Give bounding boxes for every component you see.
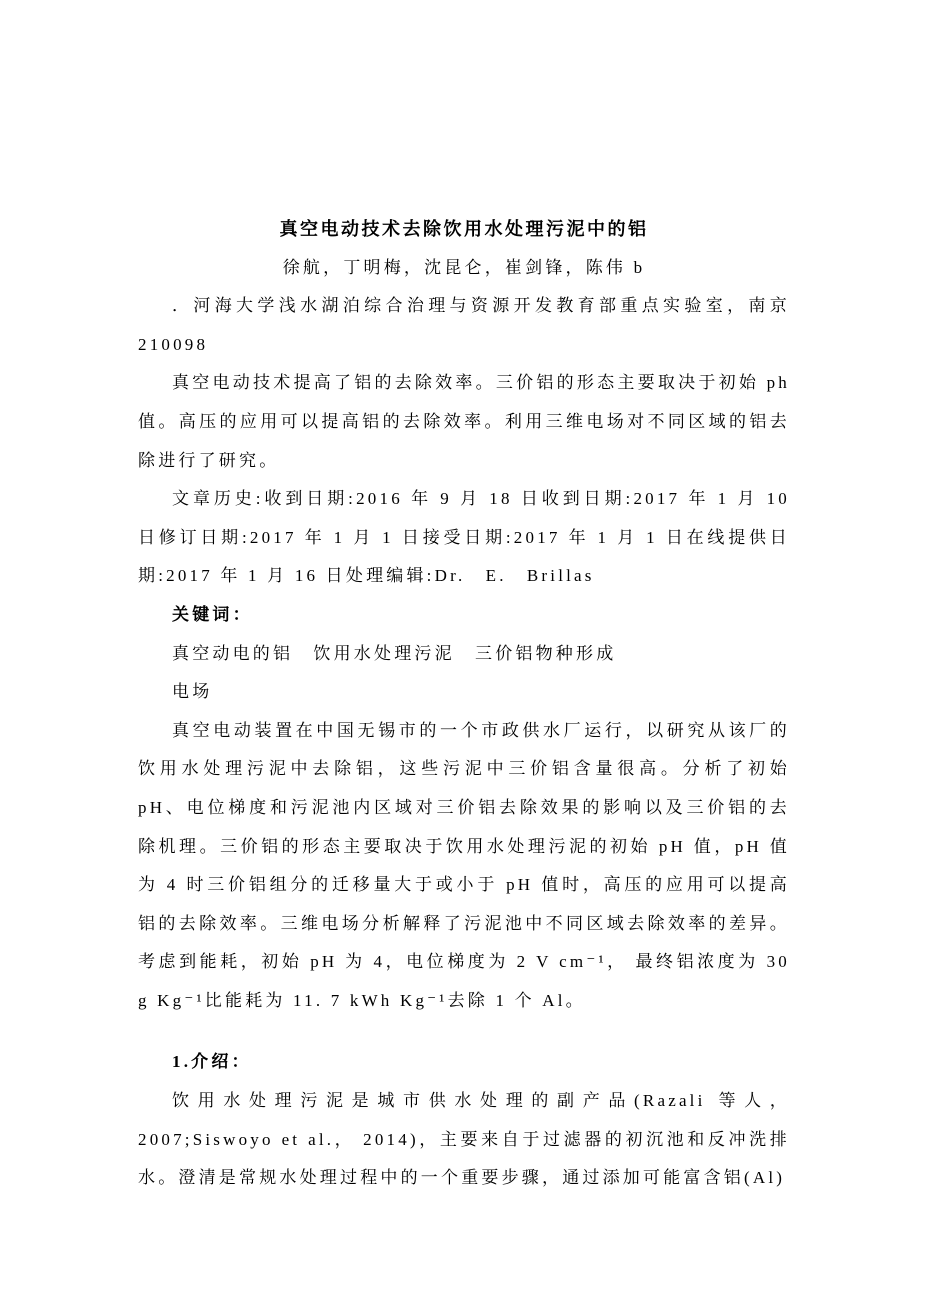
affiliation: ．河海大学浅水湖泊综合治理与资源开发教育部重点实验室，南京 210098 bbox=[138, 296, 790, 354]
introduction-paragraph: 饮用水处理污泥是城市供水处理的副产品(Razali 等人，2007;Siswoyo et al.， 2014)，主要来自于过滤器的初沉池和反冲洗排水。澄清是常规水处理过程中的一个重要步骤，通过添加可能富含铝(Al) bbox=[138, 1091, 790, 1188]
article-history: 文章历史:收到日期:2016 年 9 月 18 日收到日期:2017 年 1 月 10 日修订日期:2017 年 1 月 1 日接受日期:2017 年 1 月 1 日在线提供日期:2017 年 1 月 16 日处理编辑:Dr. E. Brillas bbox=[138, 489, 790, 586]
paper-title: 真空电动技术去除饮用水处理污泥中的铝 bbox=[279, 219, 649, 239]
keywords-line-2: 电场 bbox=[172, 682, 213, 702]
highlights-paragraph: 真空电动技术提高了铝的去除效率。三价铝的形态主要取决于初始 ph 值。高压的应用可以提高铝的去除效率。利用三维电场对不同区域的铝去除进行了研究。 bbox=[138, 373, 790, 470]
keywords-label: 关键词： bbox=[172, 604, 253, 624]
authors-line: 徐航，丁明梅，沈昆仑，崔剑锋，陈伟 b bbox=[282, 257, 646, 277]
keywords-line-1: 真空动电的铝 饮用水处理污泥 三价铝物种形成 bbox=[172, 643, 617, 663]
section-1-heading: 1.介绍： bbox=[172, 1052, 252, 1072]
abstract-paragraph: 真空电动装置在中国无锡市的一个市政供水厂运行，以研究从该厂的饮用水处理污泥中去除铝，这些污泥中三价铝含量很高。分析了初始 pH、电位梯度和污泥池内区域对三价铝去除效果的影响以及三价铝的去除机理。三价铝的形态主要取决于饮用水处理污泥的初始 pH 值，pH 值为 4 时三价铝组分的迁移量大于或小于 pH 值时，高压的应用可以提高铝的去除效率。三维电场分析解释了污泥池中不同区域去除效率的差异。考虑到能耗，初始 pH 为 4，电位梯度为 2 V cm⁻¹， 最终铝浓度为 30 g Kg⁻¹比能耗为 11. 7 kWh Kg⁻¹去除 1 个 Al。 bbox=[138, 720, 790, 1010]
